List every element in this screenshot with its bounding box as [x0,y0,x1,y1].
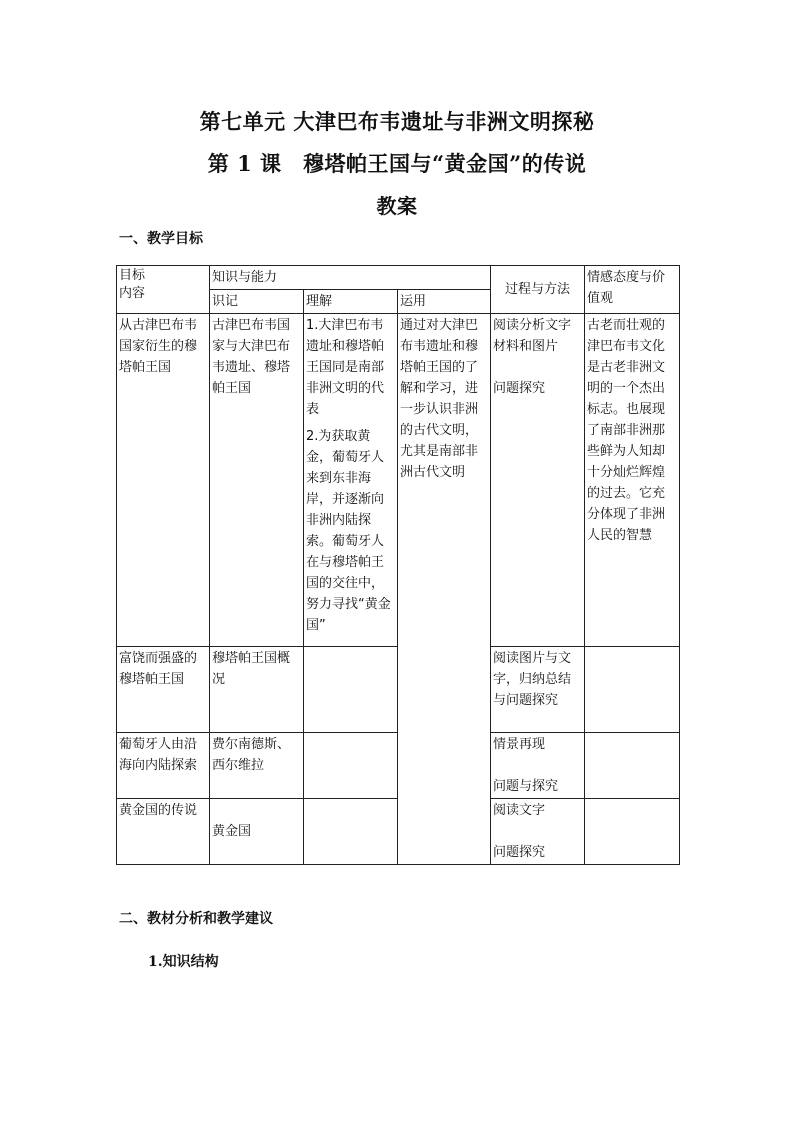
row-content: 黄金国的传说 [117,799,210,865]
header-target-content [117,266,210,314]
process-step-1: 阅读分析文字材料和图片 [493,318,572,354]
section-teaching-goals: 一、教学目标 [119,231,203,247]
row-emotion [585,647,680,733]
row-remember: 穆塔帕王国概况 [210,647,304,733]
header-knowledge: 知识与能力 [210,266,491,290]
row-content: 葡萄牙人由沿海向内陆探索 [117,733,210,799]
teaching-goals-table [116,265,680,865]
process-step-1: 阅读文字 [493,803,546,818]
doc-title: 教案 [376,194,418,218]
lesson-title: 第 1 课 穆塔帕王国与“黄金国”的传说 [207,151,587,176]
header-emotion: 情感态度与价值观 [585,266,680,314]
table-header-row [117,266,680,290]
section-knowledge-structure: 1.知识结构 [148,954,219,970]
row-emotion: 古老而壮观的津巴布韦文化是古老非洲文明的一个杰出标志。也展现了南部非洲那些鲜为人知却十分灿烂辉煌的过去。它充分体现了非洲人民的智慧 [585,314,680,647]
table-row [117,314,680,647]
unit-title: 第七单元 大津巴布韦遗址与非洲文明探秘 [199,109,595,134]
row-apply: 通过对大津巴布韦遗址和穆塔帕王国的了解和学习，进一步认识非洲的古代文明，尤其是南部非洲古代文明 [398,314,491,865]
header-understand: 理解 [304,290,398,314]
row-understand [304,647,398,733]
row-emotion [585,799,680,865]
row-process [491,799,585,865]
process-step-2: 问题探究 [493,381,546,396]
row-understand [304,799,398,865]
row-content: 从古津巴布韦国家衍生的穆塔帕王国 [117,314,210,647]
row-emotion [585,733,680,799]
header-target-label: 目标 [119,268,146,283]
process-step-2: 问题与探究 [493,779,559,794]
understand-point-2: 2.为获取黄金，葡萄牙人来到东非海岸，并逐渐向非洲内陆探索。葡萄牙人在与穆塔帕王国的交往中，努力寻找“黄金国” [306,429,391,633]
process-step-2: 问题探究 [493,845,546,860]
header-content-label: 内容 [119,286,146,301]
section-textbook-analysis: 二、教材分析和教学建议 [119,911,273,927]
row-process [491,314,585,647]
header-apply: 运用 [398,290,491,314]
row-process [491,733,585,799]
row-process: 阅读图片与文字，归纳总结与问题探究 [491,647,585,733]
remember-term: 黄金国 [212,824,252,839]
header-remember: 识记 [210,290,304,314]
row-understand [304,733,398,799]
row-remember [210,799,304,865]
row-content: 富饶而强盛的穆塔帕王国 [117,647,210,733]
process-step-1: 情景再现 [493,737,546,752]
row-remember: 费尔南德斯、西尔维拉 [210,733,304,799]
understand-point-1: 1.大津巴布韦遗址和穆塔帕王国同是南部非洲文明的代表 [306,318,385,417]
header-process: 过程与方法 [491,266,585,314]
row-understand [304,314,398,647]
row-remember: 古津巴布韦国家与大津巴布韦遗址、穆塔帕王国 [210,314,304,647]
